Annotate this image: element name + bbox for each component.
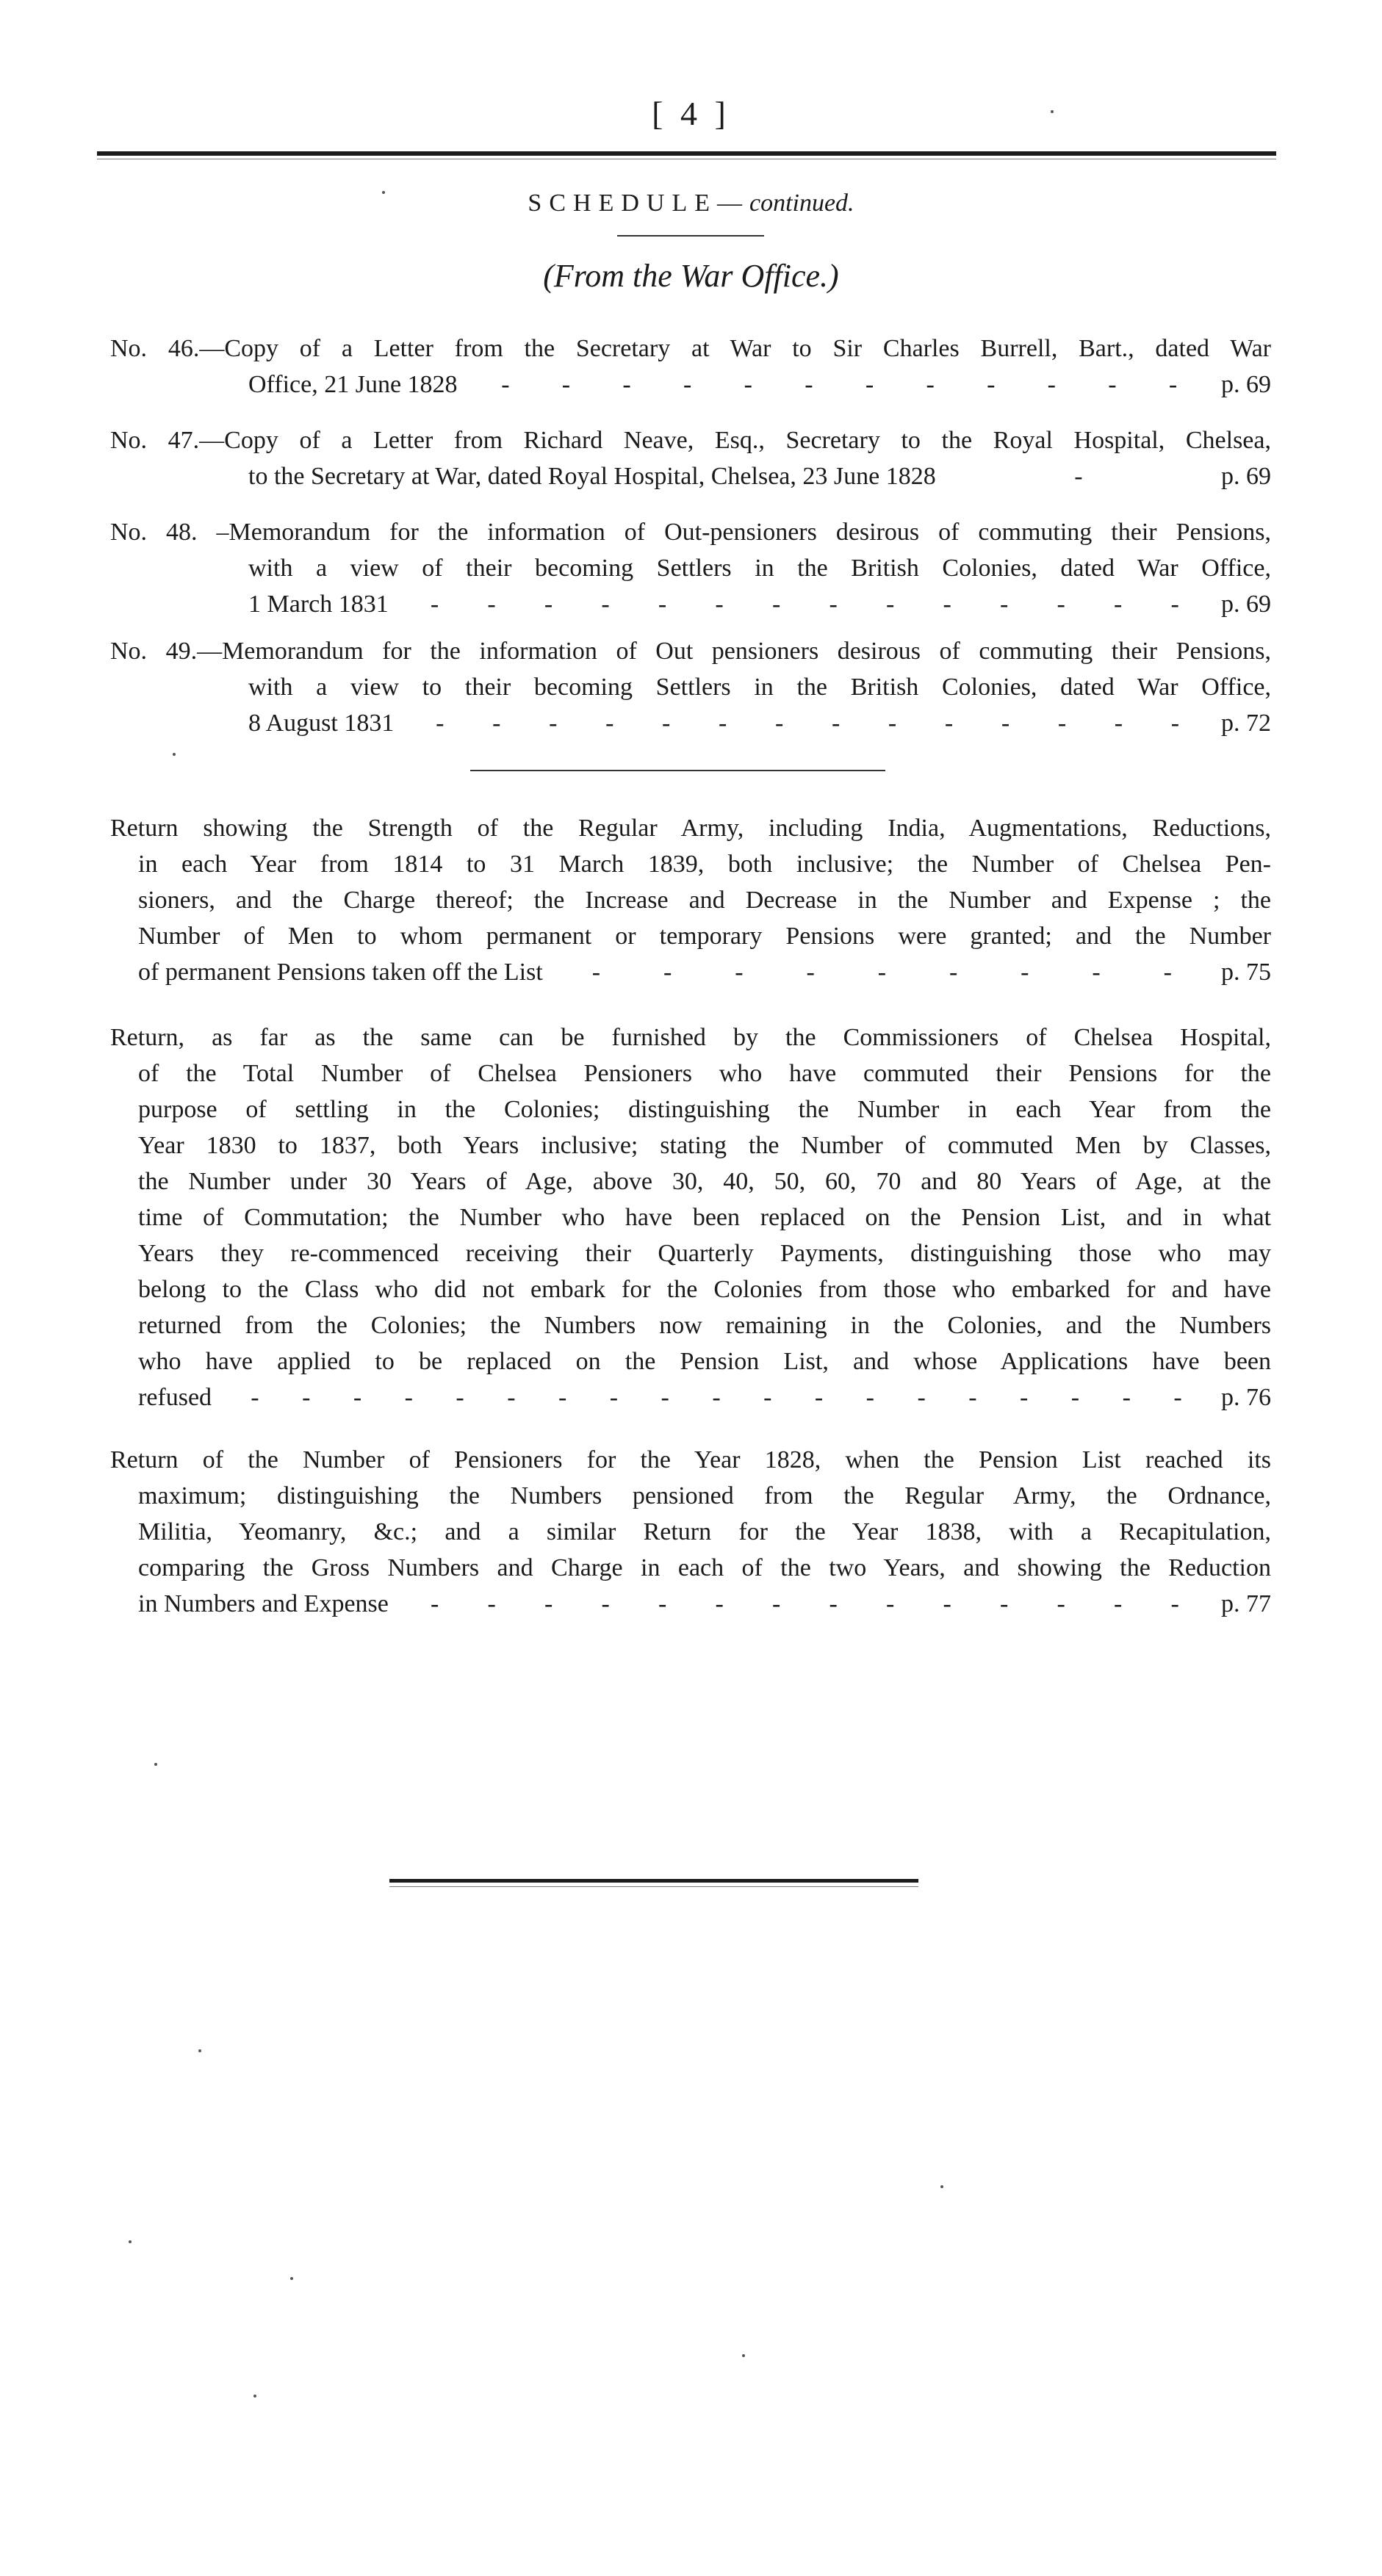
entry-line: who have applied to be replaced on the Pension List, and whose Applications have been <box>138 1348 1271 1375</box>
entry-last-line <box>110 954 1271 990</box>
entry-line: No. 47.—Copy of a Letter from Richard Neave, Esq., Secretary to the Royal Hospital, Chelsea, <box>110 427 1271 454</box>
entry-last-text: Office, 21 June 1828 <box>248 371 458 398</box>
entry-line: returned from the Colonies; the Numbers now remaining in the Colonies, and the Numbers <box>138 1312 1271 1339</box>
leader-dots: - - - - - - - - - <box>591 959 1172 986</box>
scan-speck <box>382 191 385 194</box>
page-reference: p. 69 <box>1221 371 1271 398</box>
closing-rule <box>389 1879 918 1883</box>
page-reference: p. 69 <box>1221 591 1271 618</box>
entry-line: time of Commutation; the Number who have been replaced on the Pension List, and in what <box>138 1204 1271 1231</box>
return-chelsea-commutations <box>110 1020 1271 1415</box>
entry-last-line <box>110 1379 1271 1415</box>
leader-dots: - - - - - - - - - - - - - - <box>430 591 1179 618</box>
header-rule <box>97 151 1276 156</box>
return-pensioners-1828 <box>110 1442 1271 1622</box>
entry-line: Number of Men to whom permanent or temporary Pensions were granted; and the Number <box>138 923 1271 950</box>
war-office-subheading: (From the War Office.) <box>543 258 839 294</box>
entry-line: in each Year from 1814 to 31 March 1839, both inclusive; the Number of Chelsea Pen- <box>138 851 1271 878</box>
schedule-entry-47 <box>110 422 1271 494</box>
entry-line: Return, as far as the same can be furnished by the Commissioners of Chelsea Hospital, <box>110 1024 1271 1051</box>
entry-line: the Number under 30 Years of Age, above 30, 40, 50, 60, 70 and 80 Years of Age, at the <box>138 1168 1271 1195</box>
scan-speck <box>253 2395 256 2398</box>
entry-last-line <box>110 705 1271 741</box>
leader-dots: - - - - - - - - - - - - - - <box>430 1590 1179 1617</box>
entry-line: of the Total Number of Chelsea Pensioners who have commuted their Pensions for the <box>138 1060 1271 1087</box>
entry-line: No. 46.—Copy of a Letter from the Secretary at War to Sir Charles Burrell, Bart., dated War <box>110 335 1271 362</box>
leader-dots: - - - - - - - - - - - - - - <box>436 710 1180 737</box>
page-reference: p. 72 <box>1221 710 1271 737</box>
page-reference: p. 69 <box>1221 463 1271 490</box>
entry-line: No. 48. –Memorandum for the information of Out-pensioners desirous of commuting their Pensions, <box>110 519 1271 546</box>
entry-line: belong to the Class who did not embark for the Colonies from those who embarked for and have <box>138 1276 1271 1303</box>
entry-last-line <box>110 586 1271 622</box>
leader-dots: - - - - - - - - - - - - <box>501 371 1178 398</box>
scan-speck <box>940 2185 943 2188</box>
entry-line: maximum; distinguishing the Numbers pensioned from the Regular Army, the Ordnance, <box>138 1482 1271 1509</box>
schedule-heading <box>0 190 1382 217</box>
entry-line: Return showing the Strength of the Regular Army, including India, Augmentations, Reductions, <box>110 815 1271 842</box>
heading-underline <box>617 235 764 237</box>
entry-line: with a view of their becoming Settlers in the British Colonies, dated War Office, <box>248 555 1271 582</box>
scan-speck <box>290 2277 293 2280</box>
return-army-strength <box>110 810 1271 990</box>
entry-line: Return of the Number of Pensioners for the Year 1828, when the Pension List reached its <box>110 1446 1271 1473</box>
entry-last-text: to the Secretary at War, dated Royal Hospital, Chelsea, 23 June 1828 <box>248 463 936 490</box>
scan-speck <box>129 2240 132 2243</box>
entry-line: No. 49.—Memorandum for the information of Out pensioners desirous of commuting their Pensions, <box>110 638 1271 665</box>
entry-last-line <box>110 367 1271 403</box>
entry-last-line <box>110 1586 1271 1622</box>
entry-last-text: refused <box>138 1384 212 1411</box>
entry-last-line <box>110 458 1271 494</box>
scan-speck <box>173 753 176 756</box>
entry-line: Year 1830 to 1837, both Years inclusive; stating the Number of commuted Men by Classes, <box>138 1132 1271 1159</box>
scan-speck <box>742 2354 745 2357</box>
entry-last-text: 8 August 1831 <box>248 710 395 737</box>
page-reference: p. 75 <box>1221 959 1271 986</box>
entry-line: Militia, Yeomanry, &c.; and a similar Return for the Year 1838, with a Recapitulation, <box>138 1518 1271 1545</box>
scan-speck <box>198 2049 201 2052</box>
entry-last-text: in Numbers and Expense <box>138 1590 389 1617</box>
entry-last-text: of permanent Pensions taken off the List <box>138 959 543 986</box>
entry-line: comparing the Gross Numbers and Charge in each of the two Years, and showing the Reduction <box>138 1554 1271 1581</box>
scan-speck <box>1051 110 1054 113</box>
closing-rule-thin <box>389 1886 918 1887</box>
page-reference: p. 76 <box>1221 1384 1271 1411</box>
schedule-entry-49 <box>110 633 1271 741</box>
schedule-entry-48 <box>110 514 1271 622</box>
scan-speck <box>154 1763 157 1766</box>
page-reference: p. 77 <box>1221 1590 1271 1617</box>
leader-dots: - <box>1074 463 1083 490</box>
entry-line: Years they re-commenced receiving their Quarterly Payments, distinguishing those who may <box>138 1240 1271 1267</box>
entry-last-text: 1 March 1831 <box>248 591 389 618</box>
section-divider <box>470 770 885 771</box>
schedule-entry-46 <box>110 331 1271 403</box>
schedule-heading-main: SCHEDULE— <box>528 190 749 217</box>
schedule-heading-continued: continued. <box>749 190 854 217</box>
entry-line: sioners, and the Charge thereof; the Increase and Decrease in the Number and Expense ; the <box>138 887 1271 914</box>
entry-line: purpose of settling in the Colonies; distinguishing the Number in each Year from the <box>138 1096 1271 1123</box>
page-number: [ 4 ] <box>652 95 730 132</box>
entry-line: with a view to their becoming Settlers in the British Colonies, dated War Office, <box>248 674 1271 701</box>
leader-dots: - - - - - - - - - - - - - - - - - - - <box>251 1384 1182 1411</box>
